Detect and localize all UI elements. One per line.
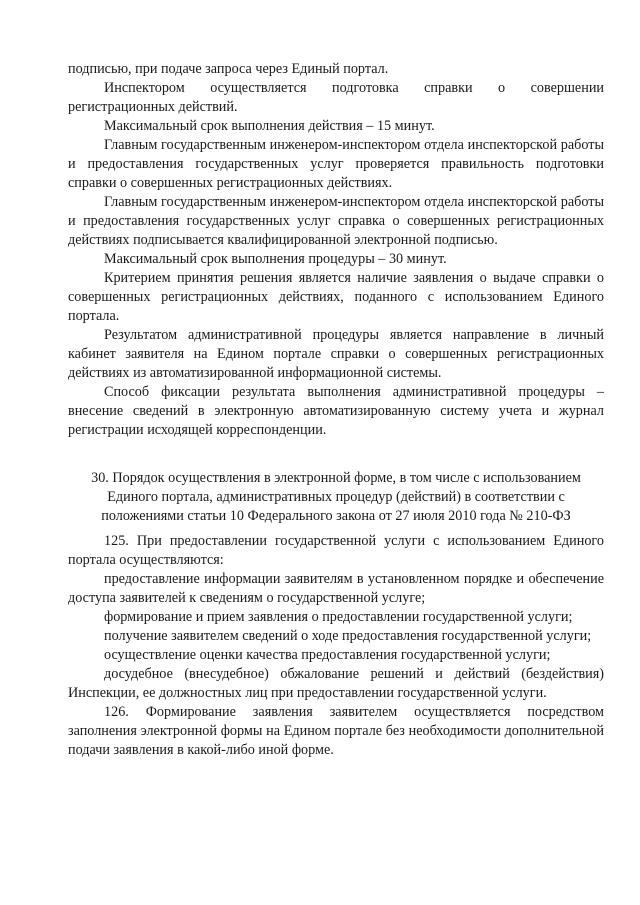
section-heading-line: Единого портала, административных процедур (действий) в соответствии с [107,489,565,505]
section-heading [68,469,604,526]
paragraph: осуществление оценки качества предоставления государственной услуги; [104,647,551,663]
paragraph: предоставление информации заявителям в установленном порядке и обеспечение доступа заявителей к сведениям о государственной услуге; [68,571,604,606]
paragraph: 126. Формирование заявления заявителем осуществляется посредством заполнения электронной формы на Едином портале без необходимости дополнительной подачи заявления в какой-либо иной форме. [68,704,604,758]
paragraph: Результатом административной процедуры является направление в личный кабинет заявителя на Едином портале справки о совершенных регистрационных действиях из автоматизированной информационной системы. [68,327,604,381]
paragraph: 125. При предоставлении государственной услуги с использованием Единого портала осуществляются: [68,533,604,568]
document-page [68,60,604,760]
paragraph: Главным государственным инженером-инспектором отдела инспекторской работы и предоставления государственных услуг проверяется правильность подготовки справки о совершенных регистрационных действиях. [68,137,604,191]
paragraph: Максимальный срок выполнения процедуры – 30 минут. [104,251,447,267]
paragraph: подписью, при подаче запроса через Единый портал. [68,61,389,77]
paragraph: Инспектором осуществляется подготовка справки о совершении регистрационных действий. [68,80,604,115]
paragraph: получение заявителем сведений о ходе предоставления государственной услуги; [104,628,592,644]
paragraph: Критерием принятия решения является наличие заявления о выдаче справки о совершенных регистрационных действиях, поданного с использованием Единого портала. [68,270,604,324]
paragraph: Способ фиксации результата выполнения административной процедуры – внесение сведений в электронную автоматизированную систему учета и журнал регистрации исходящей корреспонденции. [68,384,604,438]
paragraph: Максимальный срок выполнения действия – 15 минут. [104,118,435,134]
paragraph: формирование и прием заявления о предоставлении государственной услуги; [104,609,573,625]
section-heading-line: 30. Порядок осуществления в электронной форме, в том числе с использованием [91,470,581,486]
paragraph: досудебное (внесудебное) обжалование решений и действий (бездействия) Инспекции, ее должностных лиц при предоставлении государственной услуги. [68,666,604,701]
paragraph: Главным государственным инженером-инспектором отдела инспекторской работы и предоставления государственных услуг справка о совершенных регистрационных действиях подписывается квалифицированной электронной подписью. [68,194,604,248]
section-heading-line: положениями статьи 10 Федерального закона от 27 июля 2010 года № 210-ФЗ [101,508,571,524]
